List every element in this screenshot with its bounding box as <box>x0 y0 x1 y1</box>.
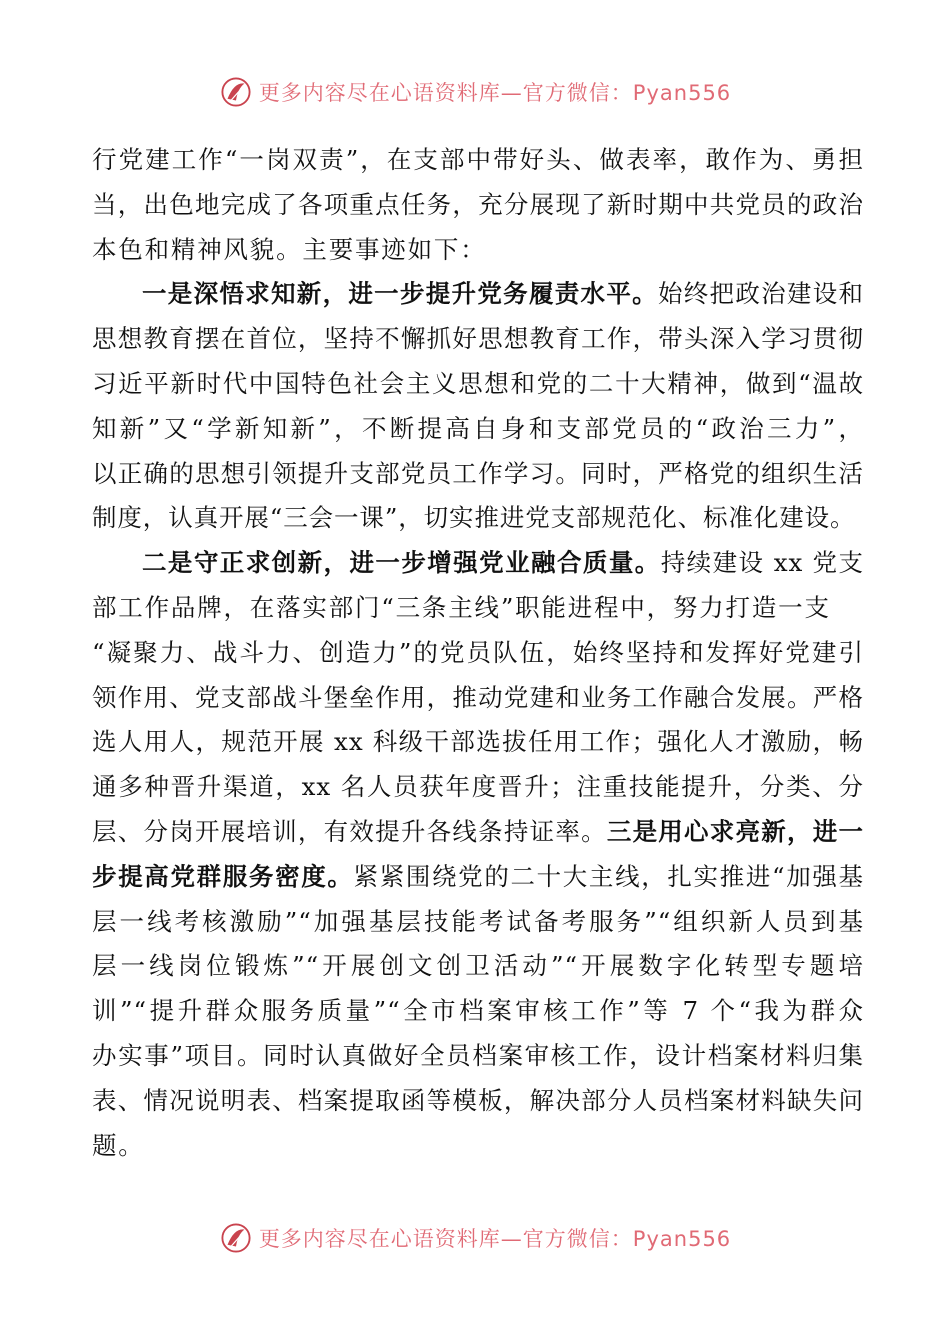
text-line <box>92 272 864 317</box>
text-line: 领作用、党支部战斗堡垒作用，推动党建和业务工作融合发展。严格 <box>92 682 864 712</box>
paragraph-one <box>92 272 864 541</box>
text-line: 层一线考核激励”“加强基层技能考试备考服务”“组织新人员到基 <box>92 906 864 936</box>
text-line: 训”“提升群众服务质量”“全市档案审核工作”等 7 个“我为群众 <box>92 996 864 1026</box>
text-line: 制度，认真开展“三会一课”，切实推进党支部规范化、标准化建设。 <box>92 503 856 533</box>
text-line: 习近平新时代中国特色社会主义思想和党的二十大精神，做到“温故 <box>92 368 864 398</box>
text-line: 层一线岗位锻炼”“开展创文创卫活动”“开展数字化转型专题培 <box>92 951 864 981</box>
text-span: 层、分岗开展培训，有效提升各线条持证率。 <box>92 816 607 846</box>
text-line <box>92 855 864 900</box>
section-heading: 步提高党群服务密度。 <box>92 861 354 891</box>
text-line: 当，出色地完成了各项重点任务，充分展现了新时期中共党员的政治 <box>92 189 864 219</box>
text-line: 本色和精神风貌。主要事迹如下： <box>92 234 487 264</box>
intro-paragraph <box>92 138 864 272</box>
section-heading: 二是守正求创新，进一步增强党业融合质量。 <box>142 548 661 578</box>
document-body <box>92 138 864 1168</box>
text-line: “凝聚力、战斗力、创造力”的党员队伍，始终坚持和发挥好党建引 <box>92 637 864 667</box>
text-line: 通多种晋升渠道，xx 名人员获年度晋升；注重技能提升，分类、分 <box>92 772 864 802</box>
text-line: 部工作品牌，在落实部门“三条主线”职能进程中，努力打造一支 <box>92 592 831 622</box>
banner-text: 更多内容尽在心语资料库—官方微信：Pyan556 <box>258 1227 732 1251</box>
section-heading: 三是用心求亮新，进一 <box>606 816 864 846</box>
text-line <box>92 810 864 855</box>
text-span: 紧紧围绕党的二十大主线，扎实推进“加强基 <box>353 861 864 891</box>
text-span: 始终把政治建设和 <box>657 279 865 309</box>
text-line <box>92 541 864 586</box>
text-line: 以正确的思想引领提升支部党员工作学习。同时，严格党的组织生活 <box>92 458 864 488</box>
text-line: 行党建工作“一岗双责”，在支部中带好头、做表率，敢作为、勇担 <box>92 145 864 174</box>
paragraph-two <box>92 541 864 1168</box>
text-line: 选人用人，规范开展 xx 科级干部选拔任用工作；强化人才激励，畅 <box>92 727 864 757</box>
logo-icon <box>219 1221 253 1255</box>
text-line: 题。 <box>92 1130 145 1160</box>
text-line: 办实事”项目。同时认真做好全员档案审核工作，设计档案材料归集 <box>92 1040 864 1070</box>
footer-banner <box>0 1218 950 1258</box>
logo-icon <box>219 75 253 109</box>
banner-text: 更多内容尽在心语资料库—官方微信：Pyan556 <box>258 81 732 105</box>
text-line: 知新”又“学新知新”，不断提高自身和支部党员的“政治三力”， <box>92 413 864 443</box>
text-line: 表、情况说明表、档案提取函等模板，解决部分人员档案材料缺失问 <box>92 1085 864 1115</box>
header-banner <box>0 72 950 112</box>
text-line: 思想教育摆在首位，坚持不懈抓好思想教育工作，带头深入学习贯彻 <box>92 324 864 354</box>
section-heading: 一是深悟求知新，进一步提升党务履责水平。 <box>142 279 658 309</box>
text-span: 持续建设 xx 党支 <box>660 548 864 578</box>
